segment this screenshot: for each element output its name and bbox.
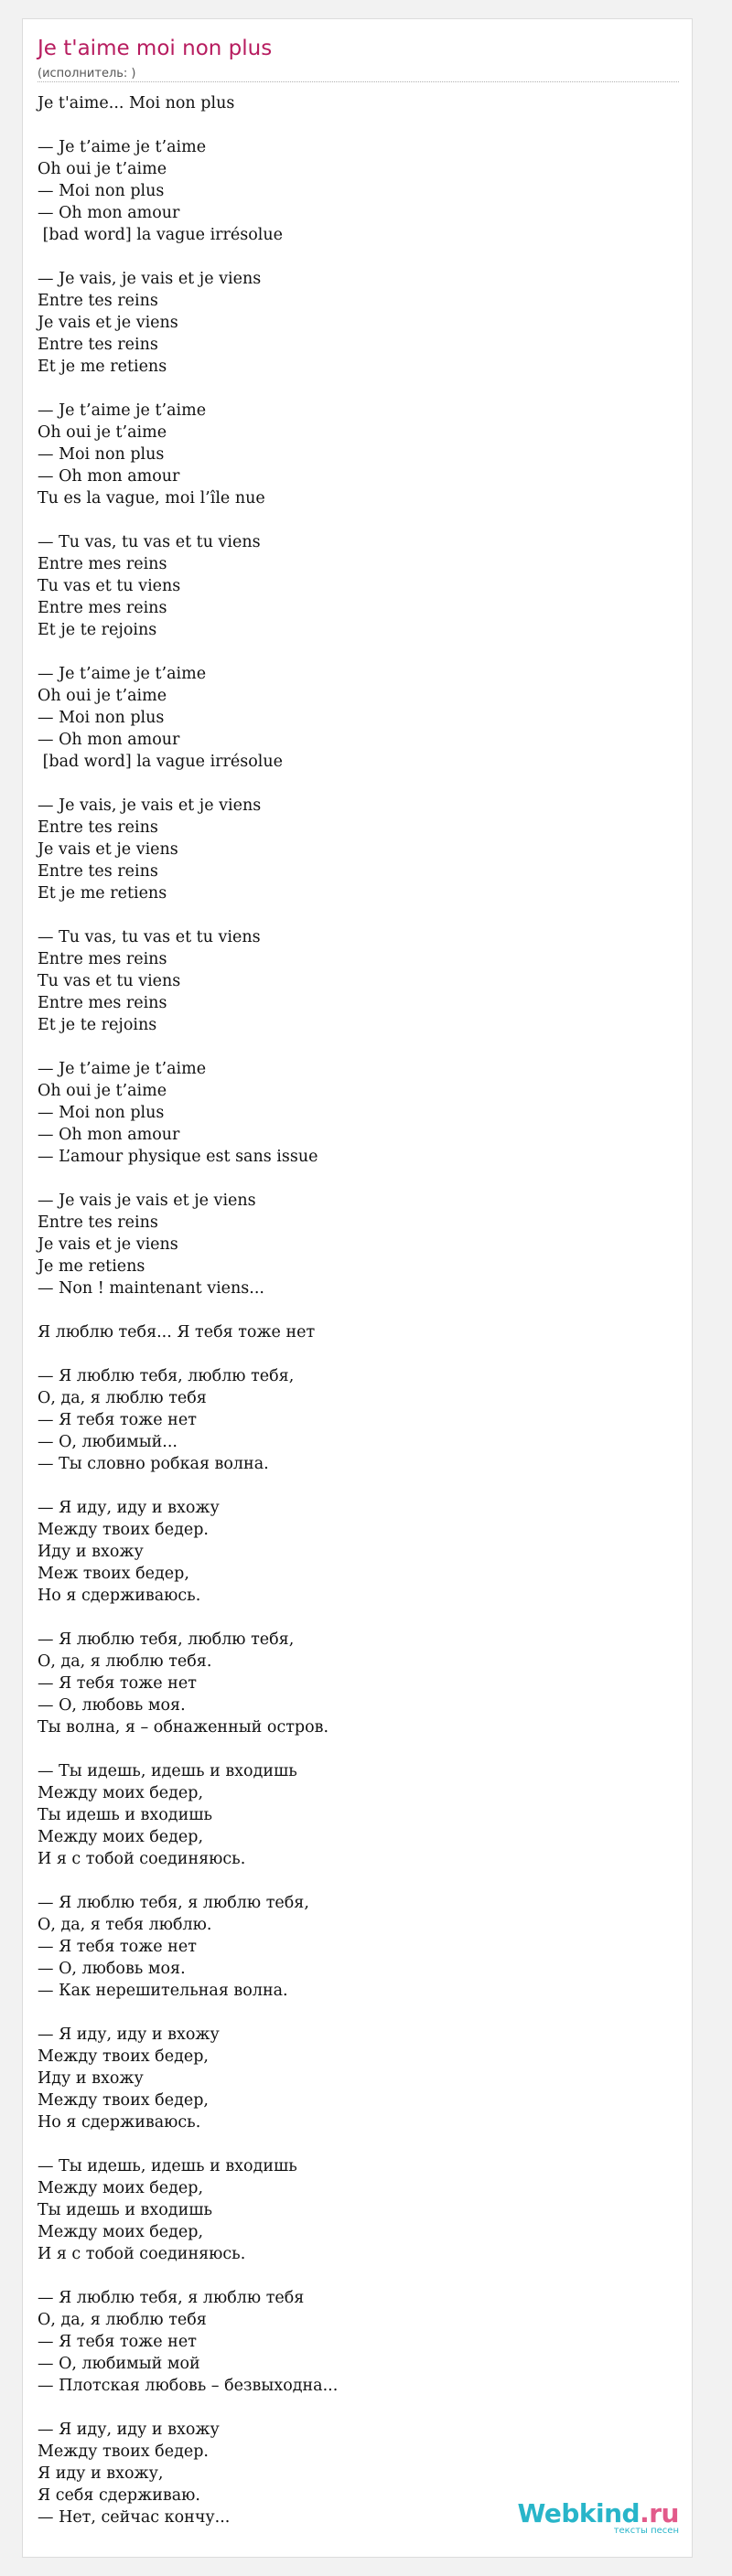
- lyric-line: Я себя сдерживаю.: [38, 2486, 200, 2505]
- lyric-line: — Ты словно робкая волна.: [38, 1455, 269, 1473]
- stanza-gap: [38, 1036, 679, 1058]
- stanza-gap: [38, 1607, 679, 1629]
- lyric-line: — Je vais, je vais et je viens: [38, 796, 262, 815]
- lyric-line: Et je te rejoins: [38, 621, 157, 639]
- lyric-line: [bad word] la vague irrésolue: [38, 226, 283, 244]
- lyric-line: — Я люблю тебя, люблю тебя,: [38, 1367, 295, 1385]
- lyric-line: Oh oui je t’aime: [38, 1082, 167, 1100]
- lyric-line: Entre mes reins: [38, 599, 167, 617]
- stanza-gap: [38, 1299, 679, 1321]
- lyric-line: — О, любимый...: [38, 1433, 178, 1451]
- lyric-line: Entre tes reins: [38, 818, 158, 837]
- brand-tagline: тексты песен: [613, 2526, 679, 2536]
- lyric-line: — Ты идешь, идешь и входишь: [38, 1762, 297, 1780]
- lyric-line: Entre tes reins: [38, 336, 158, 354]
- lyric-line: Я люблю тебя... Я тебя тоже нет: [38, 1323, 316, 1341]
- lyric-line: Entre tes reins: [38, 292, 158, 310]
- artist-line: (исполнитель: ): [38, 67, 136, 80]
- lyric-line: Je vais et je viens: [38, 840, 178, 859]
- lyric-line: Меж твоих бедер,: [38, 1565, 189, 1583]
- lyric-line: — Я иду, иду и вхожу: [38, 1499, 220, 1517]
- lyric-line: — О, любовь моя.: [38, 1696, 186, 1715]
- brand-name: Webkind.ru: [517, 2498, 679, 2528]
- lyric-line: — Я люблю тебя, люблю тебя,: [38, 1630, 295, 1649]
- lyric-line: Между твоих бедер.: [38, 2442, 209, 2461]
- lyric-line: Oh oui je t’aime: [38, 160, 167, 178]
- lyric-line: Иду и вхожу: [38, 2069, 144, 2088]
- stanza-gap: [38, 1168, 679, 1190]
- lyric-line: — Я тебя тоже нет: [38, 2333, 197, 2351]
- brand-logo[interactable]: [517, 2500, 679, 2537]
- stanza-gap: [38, 773, 679, 795]
- lyric-line: Я иду и вхожу,: [38, 2464, 164, 2483]
- lyric-line: — Moi non plus: [38, 445, 165, 464]
- lyric-line: — Плотская любовь – безвыходна...: [38, 2377, 339, 2395]
- lyric-line: Tu vas et tu viens: [38, 577, 181, 595]
- lyric-line: — Moi non plus: [38, 709, 165, 727]
- lyric-line: — Как нерешительная волна.: [38, 1982, 288, 2000]
- title-divider: [38, 81, 679, 82]
- lyrics-body: [38, 92, 679, 2528]
- lyric-line: — Я тебя тоже нет: [38, 1938, 197, 1956]
- lyric-line: Je me retiens: [38, 1257, 145, 1276]
- lyric-line: Ты идешь и входишь: [38, 1806, 213, 1824]
- lyric-line: Между твоих бедер,: [38, 2091, 209, 2110]
- lyric-line: — L’amour physique est sans issue: [38, 1148, 318, 1166]
- lyric-line: — Oh mon amour: [38, 1126, 180, 1144]
- lyric-line: — Ты идешь, идешь и входишь: [38, 2157, 297, 2175]
- lyric-line: — Non ! maintenant viens...: [38, 1279, 264, 1298]
- lyric-line: Между твоих бедер,: [38, 2047, 209, 2066]
- lyric-line: — Je t’aime je t’aime: [38, 138, 207, 156]
- lyric-line: Et je te rejoins: [38, 1016, 157, 1034]
- stanza-gap: [38, 904, 679, 926]
- lyric-line: Между моих бедер,: [38, 1828, 204, 1846]
- stanza-gap: [38, 378, 679, 400]
- lyric-line: — Tu vas, tu vas et tu viens: [38, 928, 261, 946]
- lyric-line: [bad word] la vague irrésolue: [38, 753, 283, 771]
- lyric-line: Et je me retiens: [38, 884, 167, 903]
- lyric-line: — Я люблю тебя, я люблю тебя,: [38, 1894, 309, 1912]
- lyric-line: О, да, я люблю тебя: [38, 2311, 207, 2329]
- lyric-line: — О, любимый мой: [38, 2355, 200, 2373]
- lyric-line: Je vais et je viens: [38, 1235, 178, 1254]
- lyric-line: — Нет, сейчас кончу...: [38, 2508, 231, 2527]
- stanza-gap: [38, 2002, 679, 2024]
- lyric-line: Между моих бедер,: [38, 2223, 204, 2241]
- lyric-line: — Я тебя тоже нет: [38, 1674, 197, 1693]
- lyric-line: И я с тобой соединяюсь.: [38, 1850, 246, 1868]
- song-title: Je t'aime moi non plus: [38, 37, 273, 60]
- lyric-line: — Je t’aime je t’aime: [38, 1060, 207, 1078]
- stanza-gap: [38, 246, 679, 268]
- lyric-line: Oh oui je t’aime: [38, 423, 167, 442]
- lyric-line: — Oh mon amour: [38, 204, 180, 222]
- lyric-line: — Я тебя тоже нет: [38, 1411, 197, 1429]
- lyric-line: — Я люблю тебя, я люблю тебя: [38, 2289, 305, 2307]
- lyric-line: Между моих бедер,: [38, 2179, 204, 2197]
- lyric-line: — Je t’aime je t’aime: [38, 665, 207, 683]
- lyric-line: Entre mes reins: [38, 950, 167, 968]
- lyric-line: — Moi non plus: [38, 1104, 165, 1122]
- stanza-gap: [38, 114, 679, 136]
- lyric-line: — Moi non plus: [38, 182, 165, 200]
- stanza-gap: [38, 1738, 679, 1760]
- lyric-line: Tu es la vague, moi l’île nue: [38, 489, 265, 508]
- lyric-line: Entre tes reins: [38, 1213, 158, 1232]
- lyric-line: О, да, я люблю тебя.: [38, 1652, 212, 1671]
- lyric-line: — Je vais, je vais et je viens: [38, 270, 262, 288]
- lyric-line: — Je vais je vais et je viens: [38, 1192, 256, 1210]
- stanza-gap: [38, 641, 679, 663]
- lyric-line: — О, любовь моя.: [38, 1960, 186, 1978]
- stanza-gap: [38, 509, 679, 531]
- lyric-line: Entre mes reins: [38, 994, 167, 1012]
- lyric-line: Oh oui je t’aime: [38, 687, 167, 705]
- lyric-line: Но я сдерживаюсь.: [38, 2113, 201, 2132]
- lyric-line: — Я иду, иду и вхожу: [38, 2026, 220, 2044]
- lyric-line: О, да, я тебя люблю.: [38, 1916, 212, 1934]
- lyric-line: — Oh mon amour: [38, 467, 180, 486]
- lyric-line: Ты идешь и входишь: [38, 2201, 213, 2219]
- lyric-line: — Tu vas, tu vas et tu viens: [38, 533, 261, 551]
- lyric-line: Ты волна, я – обнаженный остров.: [38, 1718, 329, 1737]
- stanza-gap: [38, 2133, 679, 2155]
- lyric-line: О, да, я люблю тебя: [38, 1389, 207, 1407]
- stanza-gap: [38, 1475, 679, 1497]
- lyric-line: Между твоих бедер.: [38, 1521, 209, 1539]
- stanza-gap: [38, 2397, 679, 2419]
- lyric-line: Между моих бедер,: [38, 1784, 204, 1802]
- lyric-line: Но я сдерживаюсь.: [38, 1587, 201, 1605]
- lyric-line: Иду и вхожу: [38, 1543, 144, 1561]
- lyric-line: — Je t’aime je t’aime: [38, 401, 207, 420]
- lyric-line: — Oh mon amour: [38, 731, 180, 749]
- lyric-line: И я с тобой соединяюсь.: [38, 2245, 246, 2263]
- stanza-gap: [38, 1343, 679, 1365]
- lyric-line: Je vais et je viens: [38, 314, 178, 332]
- lyric-line: — Я иду, иду и вхожу: [38, 2421, 220, 2439]
- stanza-gap: [38, 2265, 679, 2287]
- lyric-line: Entre mes reins: [38, 555, 167, 573]
- lyric-line: Tu vas et tu viens: [38, 972, 181, 990]
- lyrics-card: [22, 18, 693, 2558]
- lyric-line: Je t'aime... Moi non plus: [38, 94, 235, 112]
- lyric-line: Et je me retiens: [38, 358, 167, 376]
- stanza-gap: [38, 1870, 679, 1892]
- lyric-line: Entre tes reins: [38, 862, 158, 881]
